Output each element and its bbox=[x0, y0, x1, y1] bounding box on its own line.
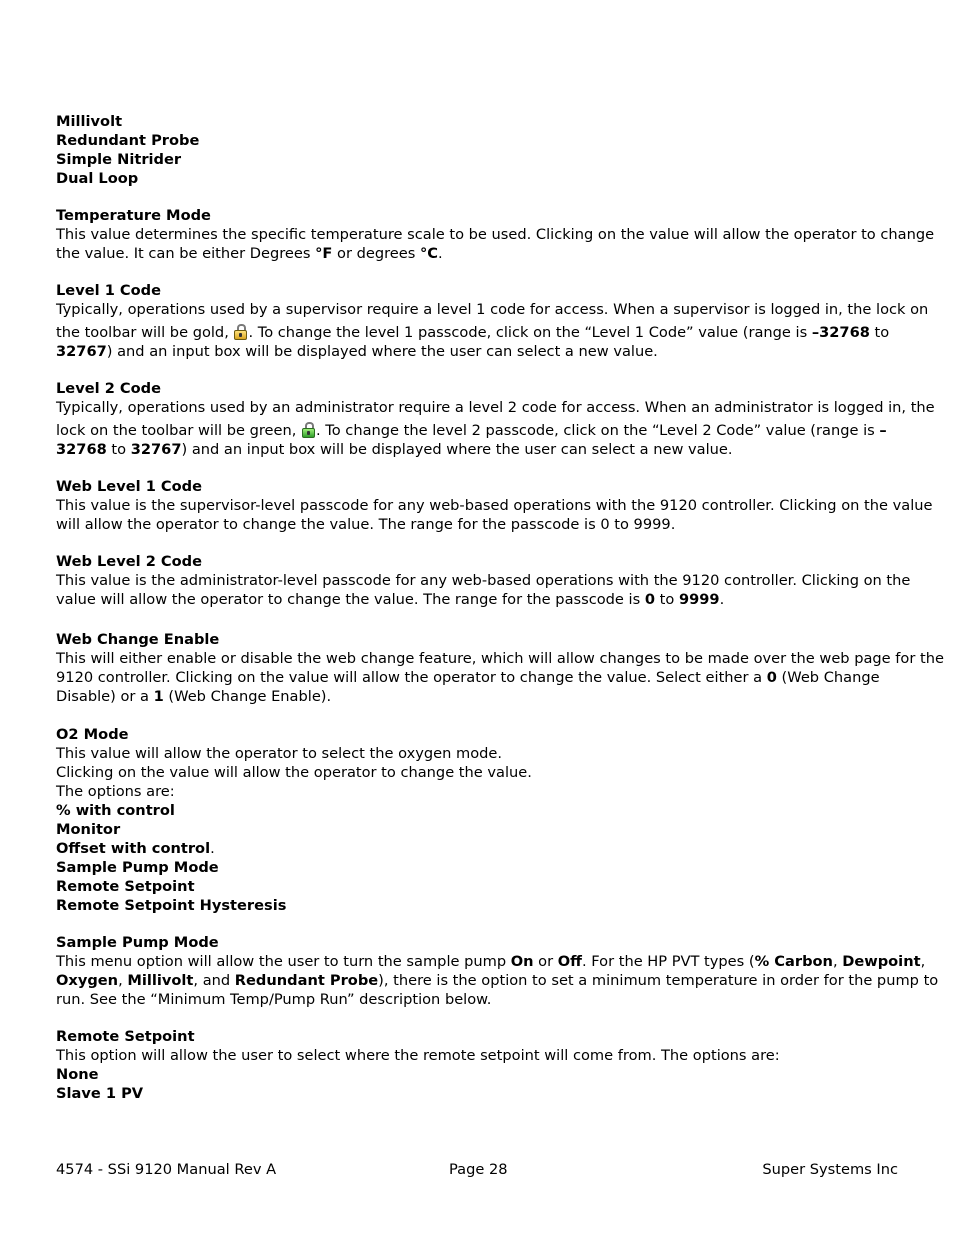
paragraph-line: This option will allow the user to select where the remote setpoint will come from. The options are: bbox=[56, 1047, 780, 1064]
paragraph-line: 32767) and an input box will be displayed where the user can select a new value. bbox=[56, 343, 658, 360]
intro-item: Redundant Probe bbox=[56, 132, 200, 149]
section-title-remote-setpoint: Remote Setpoint bbox=[56, 1028, 195, 1045]
paragraph-line: Typically, operations used by a supervisor require a level 1 code for access. When a supervisor is logged in, the lock on bbox=[56, 301, 929, 318]
option-item: Remote Setpoint Hysteresis bbox=[56, 897, 287, 914]
paragraph-line: the toolbar will be gold, . To change the level 1 passcode, click on the “Level 1 Code” value (range is –32768 to bbox=[56, 324, 890, 341]
option-item: Remote Setpoint bbox=[56, 878, 195, 895]
option-item: Monitor bbox=[56, 821, 121, 838]
paragraph-line: run. See the “Minimum Temp/Pump Run” description below. bbox=[56, 991, 492, 1008]
section-title-web-level-1-code: Web Level 1 Code bbox=[56, 478, 203, 495]
paragraph-line: 32768 to 32767) and an input box will be displayed where the user can select a new value. bbox=[56, 441, 733, 458]
option-item: Slave 1 PV bbox=[56, 1085, 144, 1102]
paragraph-line: Clicking on the value will allow the operator to change the value. bbox=[56, 764, 532, 781]
paragraph-line: 9120 controller. Clicking on the value will allow the operator to change the value. Select either a 0 (Web Change bbox=[56, 669, 880, 686]
gold-lock-icon bbox=[234, 324, 247, 339]
paragraph-line: This menu option will allow the user to turn the sample pump On or Off. For the HP PVT types (% Carbon, Dewpoint, bbox=[56, 953, 926, 970]
footer-page-number: Page 28 bbox=[449, 1161, 508, 1178]
paragraph-line: Typically, operations used by an administrator require a level 2 code for access. When an administrator is logged in, the bbox=[56, 399, 935, 416]
intro-item: Simple Nitrider bbox=[56, 151, 182, 168]
paragraph-line: Disable) or a 1 (Web Change Enable). bbox=[56, 688, 332, 705]
page-footer bbox=[56, 1160, 898, 1180]
manual-page-body bbox=[56, 112, 944, 1103]
paragraph-line: This value will allow the operator to select the oxygen mode. bbox=[56, 745, 503, 762]
paragraph-line: This value is the supervisor-level passcode for any web-based operations with the 9120 controller. Clicking on the value bbox=[56, 497, 933, 514]
section-title-temperature-mode: Temperature Mode bbox=[56, 207, 211, 224]
paragraph-line: This value determines the specific temperature scale to be used. Clicking on the value will allow the operator to change bbox=[56, 226, 935, 243]
option-item: Offset with control. bbox=[56, 840, 215, 857]
footer-document-id: 4574 - SSi 9120 Manual Rev A bbox=[56, 1161, 277, 1178]
section-title-o2-mode: O2 Mode bbox=[56, 726, 129, 743]
footer-company: Super Systems Inc bbox=[762, 1161, 898, 1178]
paragraph-line: This value is the administrator-level passcode for any web-based operations with the 9120 controller. Clicking on the bbox=[56, 572, 911, 589]
option-item: % with control bbox=[56, 802, 175, 819]
section-title-web-level-2-code: Web Level 2 Code bbox=[56, 553, 203, 570]
green-lock-icon bbox=[302, 422, 315, 437]
paragraph-line: This will either enable or disable the web change feature, which will allow changes to be made over the web page for the bbox=[56, 650, 944, 667]
section-title-level-1-code: Level 1 Code bbox=[56, 282, 162, 299]
option-item: None bbox=[56, 1066, 99, 1083]
intro-item: Dual Loop bbox=[56, 170, 139, 187]
paragraph-line: will allow the operator to change the value. The range for the passcode is 0 to 9999. bbox=[56, 516, 676, 533]
paragraph-line: the value. It can be either Degrees °F or degrees °C. bbox=[56, 245, 443, 262]
section-title-web-change-enable: Web Change Enable bbox=[56, 631, 220, 648]
paragraph-line: value will allow the operator to change the value. The range for the passcode is 0 to 9999. bbox=[56, 591, 725, 608]
section-title-level-2-code: Level 2 Code bbox=[56, 380, 162, 397]
option-item: Sample Pump Mode bbox=[56, 859, 219, 876]
section-title-sample-pump-mode: Sample Pump Mode bbox=[56, 934, 219, 951]
paragraph-line: lock on the toolbar will be green, . To change the level 2 passcode, click on the “Level 2 Code” value (range is – bbox=[56, 422, 887, 439]
paragraph-line: Oxygen, Millivolt, and Redundant Probe), there is the option to set a minimum temperature in order for the pump to bbox=[56, 972, 939, 989]
intro-item: Millivolt bbox=[56, 113, 123, 130]
paragraph-line: The options are: bbox=[56, 783, 175, 800]
